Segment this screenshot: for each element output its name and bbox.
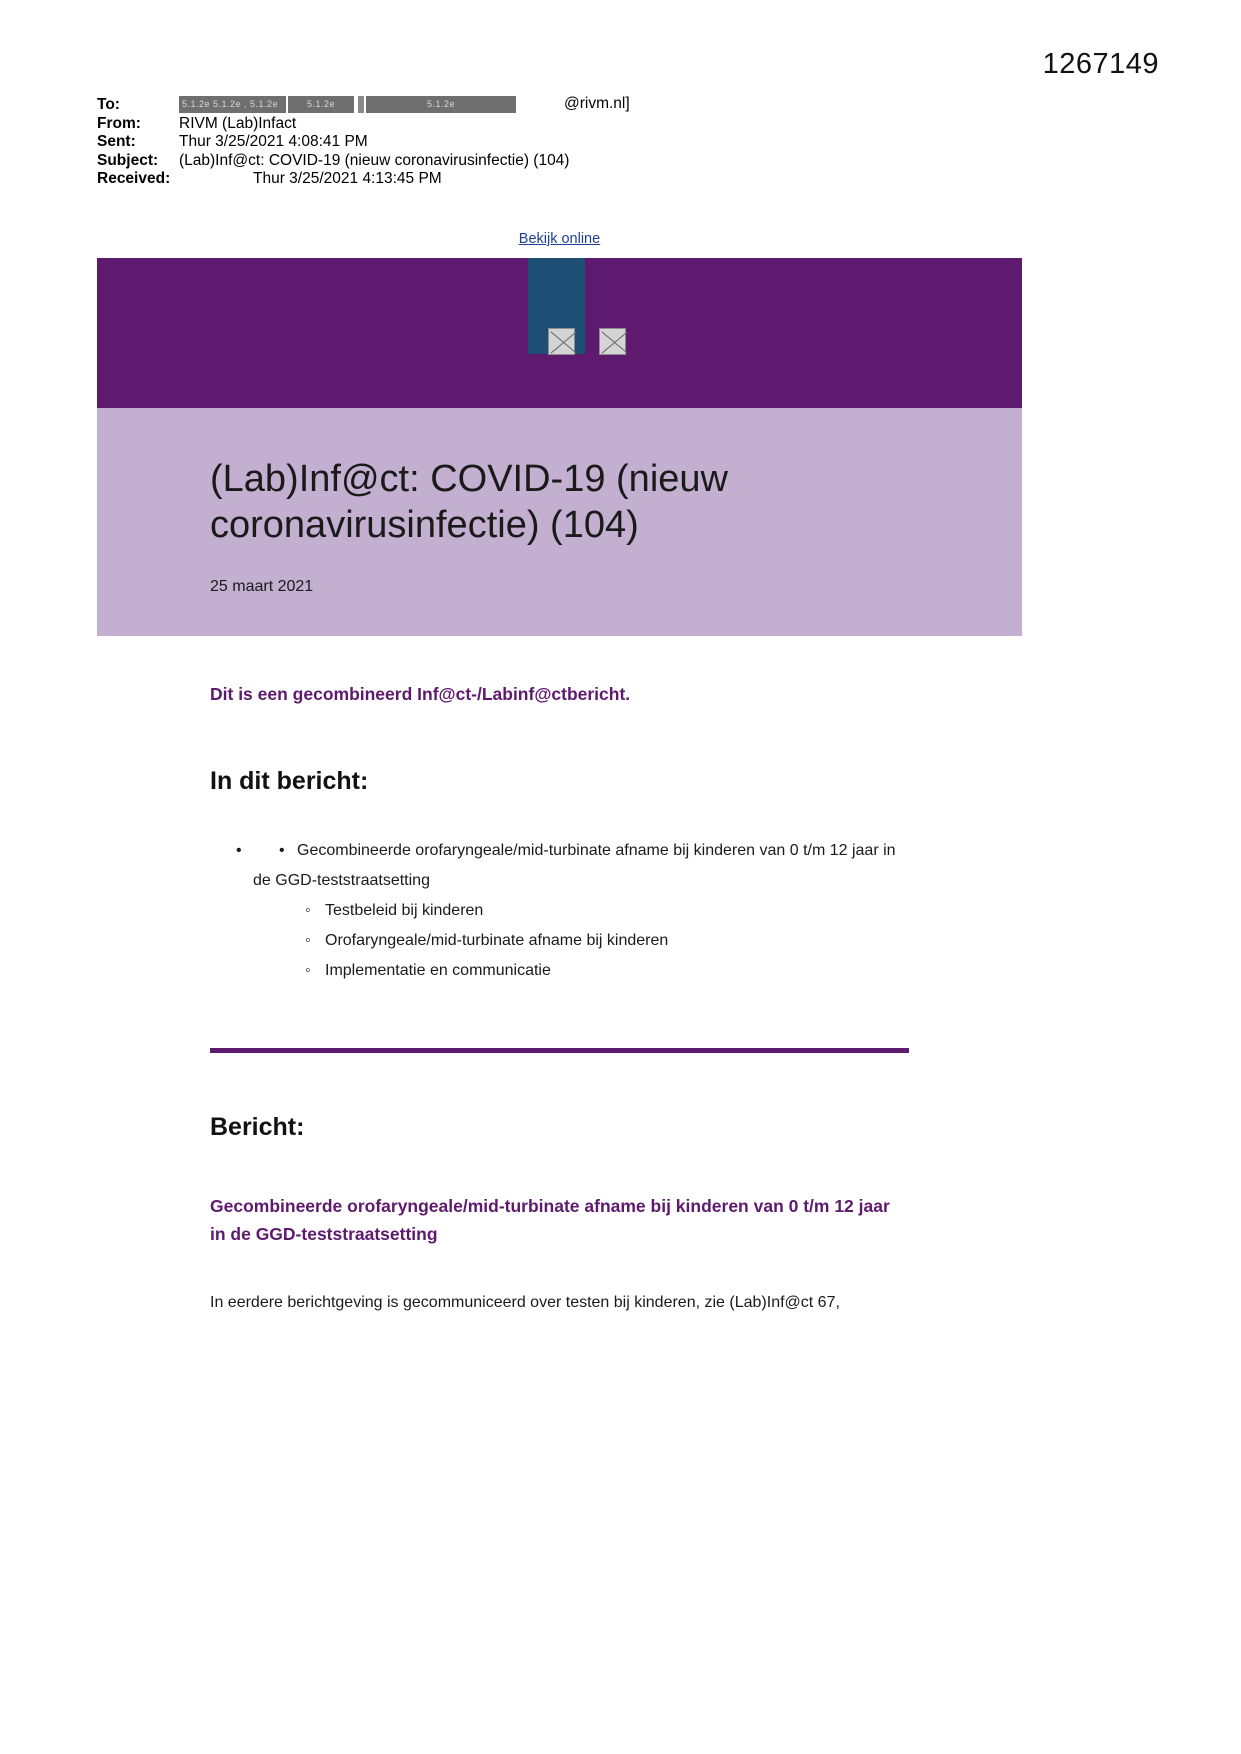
document-number: 1267149 xyxy=(1042,48,1159,80)
bullet-icon: • xyxy=(279,842,285,859)
toc-item xyxy=(210,836,909,986)
email-subject-row xyxy=(97,152,997,171)
newsletter xyxy=(97,258,1022,1356)
email-received-row xyxy=(97,170,997,189)
toc-subitem: ◦ Testbeleid bij kinderen xyxy=(281,896,909,926)
email-received-value: Thur 3/25/2021 4:13:45 PM xyxy=(253,170,442,187)
redaction-bar xyxy=(358,96,364,113)
newsletter-intro: Dit is een gecombineerd Inf@ct-/Labinf@ctbericht. xyxy=(210,684,631,704)
toc-subitem: ◦ Implementatie en communicatie xyxy=(281,956,909,986)
toc-item-label: Gecombineerde orofaryngeale/mid-turbinate afname bij kinderen van 0 t/m 12 jaar in de GGD-teststraatsetting xyxy=(253,842,896,889)
redaction-bar: 5.1.2e xyxy=(288,96,354,113)
email-sent-label: Sent: xyxy=(97,133,136,150)
email-from-row xyxy=(97,115,997,134)
toc-sublist xyxy=(253,896,909,986)
email-received-label: Received: xyxy=(97,170,171,187)
redaction-group xyxy=(179,96,630,113)
newsletter-date: 25 maart 2021 xyxy=(210,578,314,595)
toc-heading: In dit bericht: xyxy=(210,767,369,795)
email-from-label: From: xyxy=(97,114,141,132)
message-heading: Bericht: xyxy=(210,1113,305,1141)
redaction-bar: 5.1.2e 5.1.2e , 5.1.2e xyxy=(179,96,286,113)
newsletter-body xyxy=(97,684,1022,1356)
view-online-link[interactable]: Bekijk online xyxy=(518,231,601,247)
email-to-row xyxy=(97,96,997,115)
email-sent-value: Thur 3/25/2021 4:08:41 PM xyxy=(179,133,368,150)
email-subject-label: Subject: xyxy=(97,151,159,169)
broken-image-icon xyxy=(599,328,626,355)
toc-list xyxy=(210,836,909,986)
redaction-bar: 5.1.2e xyxy=(366,96,516,113)
body-bottom-padding xyxy=(210,1316,909,1356)
broken-image-icon xyxy=(548,328,575,355)
email-sent-row xyxy=(97,133,997,152)
email-domain-suffix: @rivm.nl] xyxy=(564,95,630,113)
email-to-label: To: xyxy=(97,96,120,113)
email-to-value xyxy=(179,96,630,113)
email-subject-value: (Lab)Inf@ct: COVID-19 (nieuw coronavirusinfectie) (104) xyxy=(179,151,570,169)
section-divider xyxy=(210,1048,909,1053)
email-from-value: RIVM (Lab)Infact xyxy=(179,114,297,132)
newsletter-title: (Lab)Inf@ct: COVID-19 (nieuw coronavirusinfectie) (104) xyxy=(210,458,728,546)
message-paragraph: In eerdere berichtgeving is gecommuniceerd over testen bij kinderen, zie (Lab)Inf@ct 67, xyxy=(210,1294,840,1311)
newsletter-title-block xyxy=(97,408,1022,636)
view-online-wrapper xyxy=(97,230,1022,248)
email-header xyxy=(97,96,997,189)
toc-subitem: ◦ Orofaryngeale/mid-turbinate afname bij kinderen xyxy=(281,926,909,956)
newsletter-banner xyxy=(97,258,1022,408)
message-subheading: Gecombineerde orofaryngeale/mid-turbinate afname bij kinderen van 0 t/m 12 jaar in de GGD-teststraatsetting xyxy=(210,1196,890,1244)
